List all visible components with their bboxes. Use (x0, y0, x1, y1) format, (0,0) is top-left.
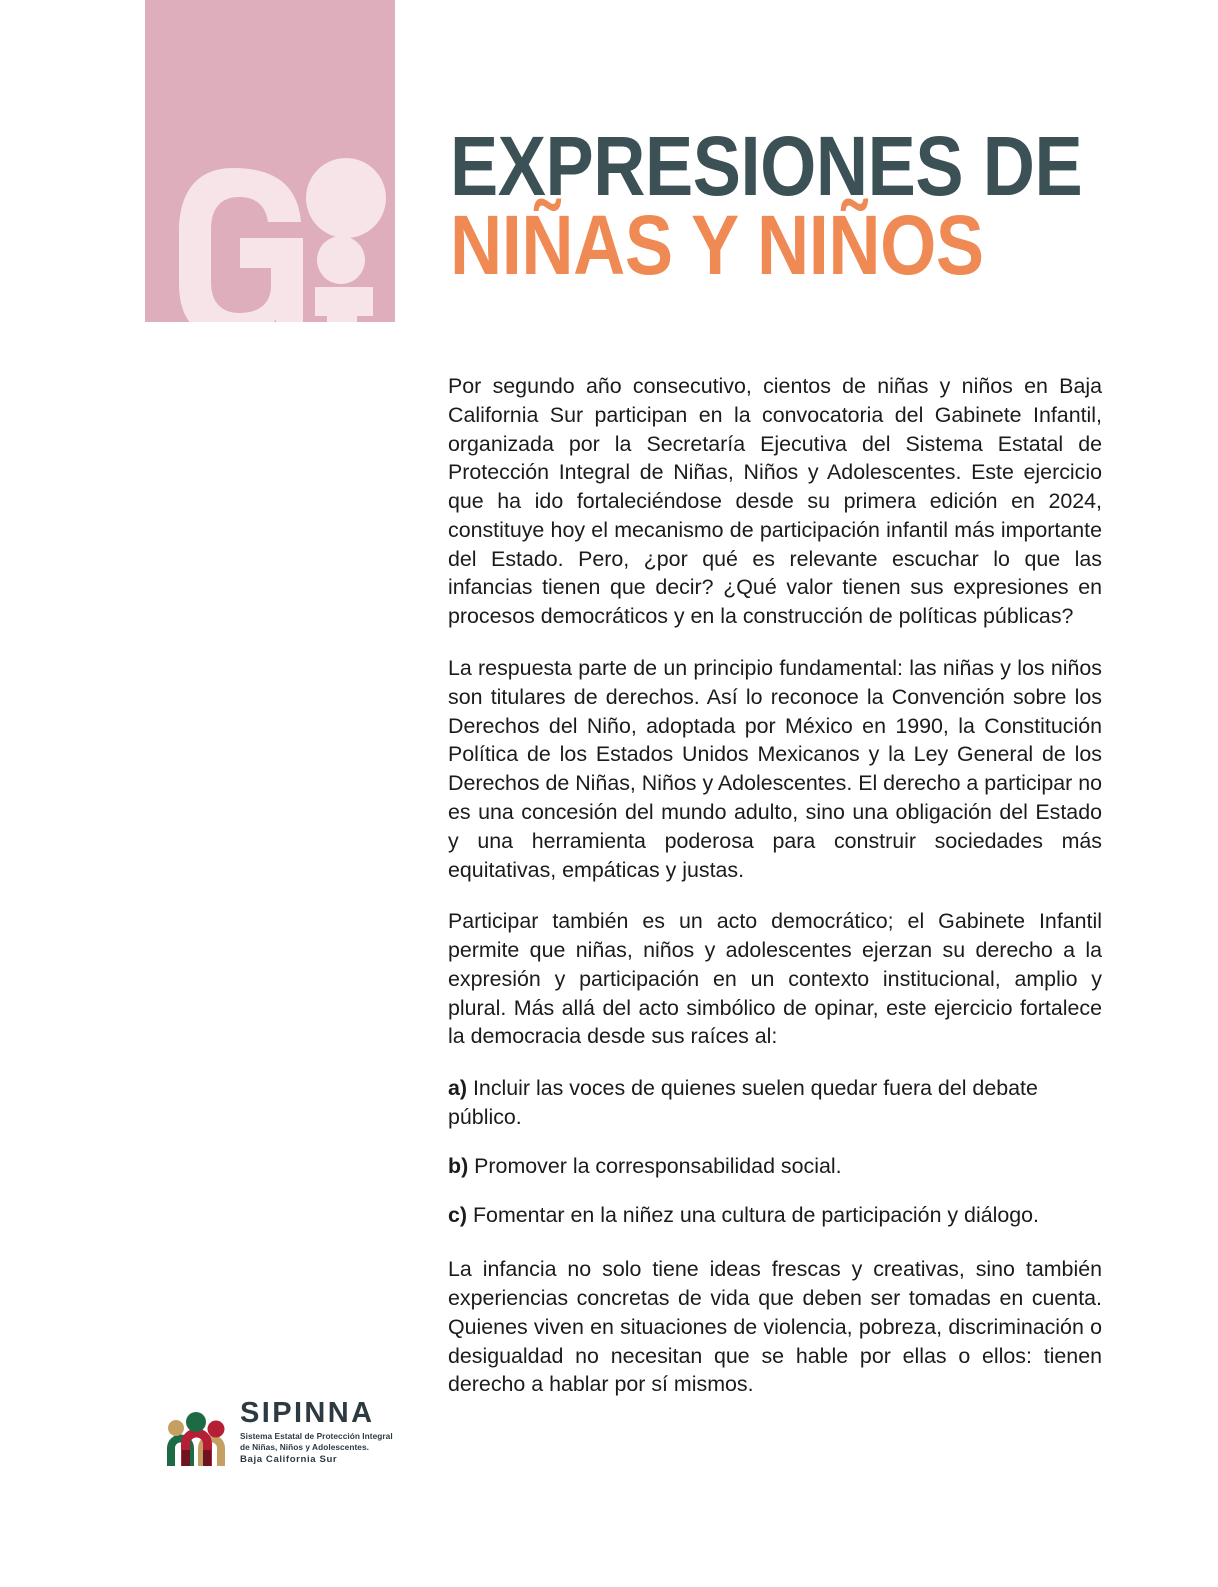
gabinete-infantil-logo-block (145, 0, 395, 322)
page-title (450, 119, 1110, 293)
closing-paragraph: La infancia no solo tiene ideas frescas y creativas, sino también experiencias concretas de vida que deben ser tomadas en cuenta. Quienes viven en situaciones de violencia, pobreza, discriminación o desigualdad no necesitan que se hable por ellas o ellos: tienen derecho a hablar por sí mismos. (448, 1257, 1102, 1397)
three-people-icon (163, 1398, 229, 1468)
sipinna-brand: SIPINNA (240, 1397, 375, 1430)
list-item-text: Incluir las voces de quienes suelen quedar fuera del debate público. (448, 1076, 1038, 1129)
gi-logo-icon (145, 72, 395, 322)
article-body (448, 372, 1102, 1399)
title-line-expresiones-de: EXPRESIONES DE (450, 119, 1083, 213)
list-item-marker: a) (448, 1076, 468, 1101)
paragraph-1: Por segundo año consecutivo, cientos de niñas y niños en Baja California Sur participan en la convocatoria del Gabinete Infantil, organizada por la Secretaría Ejecutiva del Sistema Estatal de Protección Integral de Niñas, Niños y Adolescentes. Este ejercicio que ha ido fortaleciéndose desde su primera edición en 2024, constituye hoy el mecanismo de participación infantil más importante del Estado. Pero, ¿por qué es relevante escuchar lo que las infancias tienen que decir? ¿Qué valor tienen sus expresiones en procesos democráticos y en la construcción de políticas públicas? (448, 374, 1102, 629)
list-item-marker: c) (448, 1202, 468, 1227)
paragraph-2: La respuesta parte de un principio fundamental: las niñas y los niños son titulares de derechos. Así lo reconoce la Convención sobre los Derechos del Niño, adoptada por México en 1990, la Constitución Política de los Estados Unidos Mexicanos y la Ley General de los Derechos de Niñas, Niños y Adolescentes. El derecho a participar no es una concesión del mundo adulto, sino una obligación del Estado y una herramienta poderosa para construir sociedades más equitativas, empáticas y justas. (448, 656, 1102, 882)
sipinna-subtitle-line1: Sistema Estatal de Protección Integral (240, 1431, 393, 1442)
sipinna-subtitle-line2: de Niñas, Niños y Adolescentes. (240, 1441, 369, 1452)
list-item-marker: b) (448, 1153, 469, 1178)
sipinna-footer (163, 1398, 393, 1468)
list-item-text: Fomentar en la niñez una cultura de participación y diálogo. (472, 1202, 1039, 1227)
sipinna-state: Baja California Sur (240, 1454, 338, 1466)
title-line-ninas-y-ninos: NIÑAS Y NIÑOS (450, 198, 984, 293)
list-item (448, 1201, 1102, 1230)
paragraph-3: Participar también es un acto democrático; el Gabinete Infantil permite que niñas, niños y adolescentes ejerzan su derecho a la expresión y participación en un contexto institucional, amplio y plural. Más allá del acto simbólico de opinar, este ejercicio fortalece la democracia desde sus raíces al: (448, 909, 1102, 1049)
list-item (448, 1074, 1102, 1132)
list-item (448, 1152, 1102, 1181)
sipinna-wordmark-block (240, 1399, 393, 1467)
list-item-text: Promover la corresponsabilidad social. (474, 1153, 842, 1178)
